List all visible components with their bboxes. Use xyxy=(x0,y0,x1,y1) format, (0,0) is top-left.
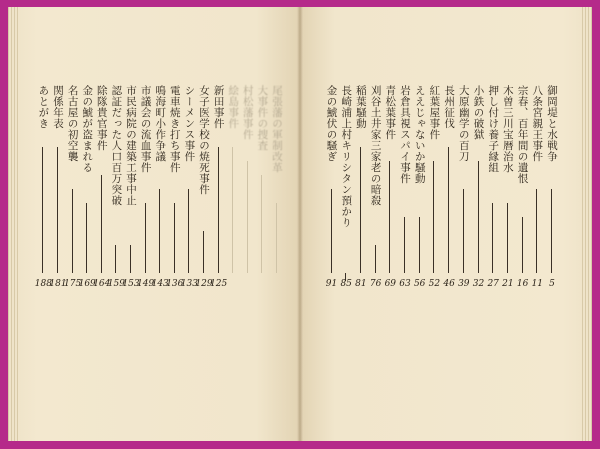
toc-page-number: 175 xyxy=(64,279,82,289)
toc-title: 刈谷土井家三家老の暗殺 xyxy=(369,85,382,206)
toc-leader-line xyxy=(130,245,131,273)
toc-leader-line xyxy=(203,231,204,273)
toc-page-number: 169 xyxy=(78,279,96,289)
toc-entry xyxy=(270,7,284,327)
toc-title: 女子医学校の焼死事件 xyxy=(198,85,210,195)
toc-leader-line xyxy=(276,203,277,273)
toc-title: 村松藩事件 xyxy=(241,85,254,140)
toc-page-number: 63 xyxy=(399,279,411,289)
toc-page-number: 76 xyxy=(369,279,382,289)
toc-title: 絵島事件 xyxy=(227,85,240,129)
book-gutter xyxy=(297,7,303,441)
page-edge xyxy=(582,7,592,441)
toc-page-number: 143 xyxy=(151,279,169,289)
toc-title: 認証だった人口百万突破 xyxy=(110,85,123,206)
toc-title: 金の鯱伏の騒ぎ xyxy=(325,85,338,162)
toc-page-number: 52 xyxy=(428,279,441,289)
toc-title: シーメンス事件 xyxy=(183,85,196,162)
toc-title: 除隊貴官事件 xyxy=(95,85,108,151)
toc-page-number: 91 xyxy=(325,279,338,289)
toc-page-number: 153 xyxy=(122,279,140,289)
toc-leader-line xyxy=(419,217,420,273)
toc-page-number: 149 xyxy=(137,279,155,289)
toc-title: 岩倉具視スパイ事件 xyxy=(399,85,411,184)
toc-title: 長崎浦上村キリシタン預かり xyxy=(340,85,353,228)
toc-leader-line xyxy=(389,161,390,273)
toc-page-number: 56 xyxy=(413,279,426,289)
toc-title: 稲葉騒動 xyxy=(354,85,367,129)
toc-page-number: 125 xyxy=(210,279,228,289)
toc-entry xyxy=(255,7,269,327)
toc-title: 長州征伐 xyxy=(443,85,456,129)
toc-page-number: 11 xyxy=(531,279,544,289)
toc-page-number: 85 xyxy=(340,279,352,289)
toc-leader-line xyxy=(145,203,146,273)
toc-leader-line xyxy=(57,147,58,273)
toc-title: ええじゃないか騒動 xyxy=(413,85,426,184)
toc-title: あとがき xyxy=(37,85,50,129)
left-page xyxy=(8,7,300,441)
toc-leader-line xyxy=(188,189,189,273)
toc-leader-line xyxy=(232,147,233,273)
toc-page-number: 69 xyxy=(384,279,397,289)
toc-entry xyxy=(36,7,50,327)
toc-title: 大事件の捜査 xyxy=(256,85,269,151)
toc-title: 電車焼き打ち事件 xyxy=(168,85,181,173)
toc-leader-line xyxy=(360,147,361,273)
toc-title: 市議会の流血事件 xyxy=(139,85,152,173)
toc-leader-line xyxy=(463,189,464,273)
toc-page-number: 21 xyxy=(502,279,514,289)
toc-page-number: 32 xyxy=(472,279,485,289)
toc-page-number: 39 xyxy=(458,279,470,289)
toc-leader-line xyxy=(522,217,523,273)
toc-leader-line xyxy=(115,245,116,273)
toc-leader-line xyxy=(261,175,262,273)
open-book xyxy=(8,7,592,441)
toc-title: 新田事件 xyxy=(212,85,225,129)
toc-page-number: 46 xyxy=(443,279,455,289)
toc-title: 小鉄の破獄 xyxy=(472,85,485,140)
toc-page-number: 129 xyxy=(195,279,213,289)
toc-page-number: 136 xyxy=(166,279,184,289)
toc-title: 紅葉屋事件 xyxy=(428,85,441,140)
toc-leader-line xyxy=(507,203,508,273)
toc-title: 八条宮親王事件 xyxy=(531,85,544,162)
toc-title: 青松葉事件 xyxy=(384,85,397,140)
toc-title: 宗春、百年間の遺恨 xyxy=(516,85,529,184)
toc-leader-line xyxy=(433,161,434,273)
toc-entry xyxy=(325,7,339,327)
toc-leader-line xyxy=(42,147,43,273)
toc-page-number: 27 xyxy=(487,279,499,289)
toc-leader-line xyxy=(478,161,479,273)
toc-title: 関係年表 xyxy=(52,85,64,129)
toc-title: 木曽三川宝暦治水 xyxy=(501,85,514,173)
toc-leader-line xyxy=(375,245,376,273)
toc-leader-line xyxy=(492,203,493,273)
toc-title: 尾張藩の軍制改革 xyxy=(271,85,283,173)
toc-leader-line xyxy=(218,147,219,273)
page-edge xyxy=(8,7,18,441)
toc-page-number: 164 xyxy=(93,279,111,289)
toc-page-number: 188 xyxy=(34,279,52,289)
toc-leader-line xyxy=(159,189,160,273)
toc-page-number: 16 xyxy=(516,279,529,289)
toc-leader-line xyxy=(536,189,537,273)
toc-title: 御岡堤と水戦争 xyxy=(546,85,558,162)
toc-leader-line xyxy=(331,189,332,273)
toc-entry xyxy=(241,7,255,327)
toc-title: 市民病院の建築工事中止 xyxy=(125,85,137,206)
toc-leader-line xyxy=(404,217,405,273)
toc-page-number: 5 xyxy=(549,279,555,289)
toc-page-number: 133 xyxy=(180,279,198,289)
toc-page-number: 181 xyxy=(49,279,67,289)
toc-title: 金の鯱が盗まれる xyxy=(81,85,94,173)
right-page xyxy=(300,7,592,441)
toc-leader-line xyxy=(247,161,248,273)
toc-title: 鳴海町小作争議 xyxy=(154,85,167,162)
toc-page-number: 159 xyxy=(107,279,125,289)
toc-leader-line xyxy=(86,203,87,273)
toc-leader-line xyxy=(72,189,73,273)
toc-leader-line xyxy=(174,203,175,273)
toc-page-number: 81 xyxy=(355,279,367,289)
toc-title: 大原幽学の百刀 xyxy=(457,85,470,162)
toc-leader-line xyxy=(551,189,552,273)
toc-title: 押し付け養子縁組 xyxy=(487,85,500,173)
toc-leader-line xyxy=(448,147,449,273)
toc-title: 名古屋の初空襲 xyxy=(66,85,79,162)
toc-leader-line xyxy=(101,175,102,273)
